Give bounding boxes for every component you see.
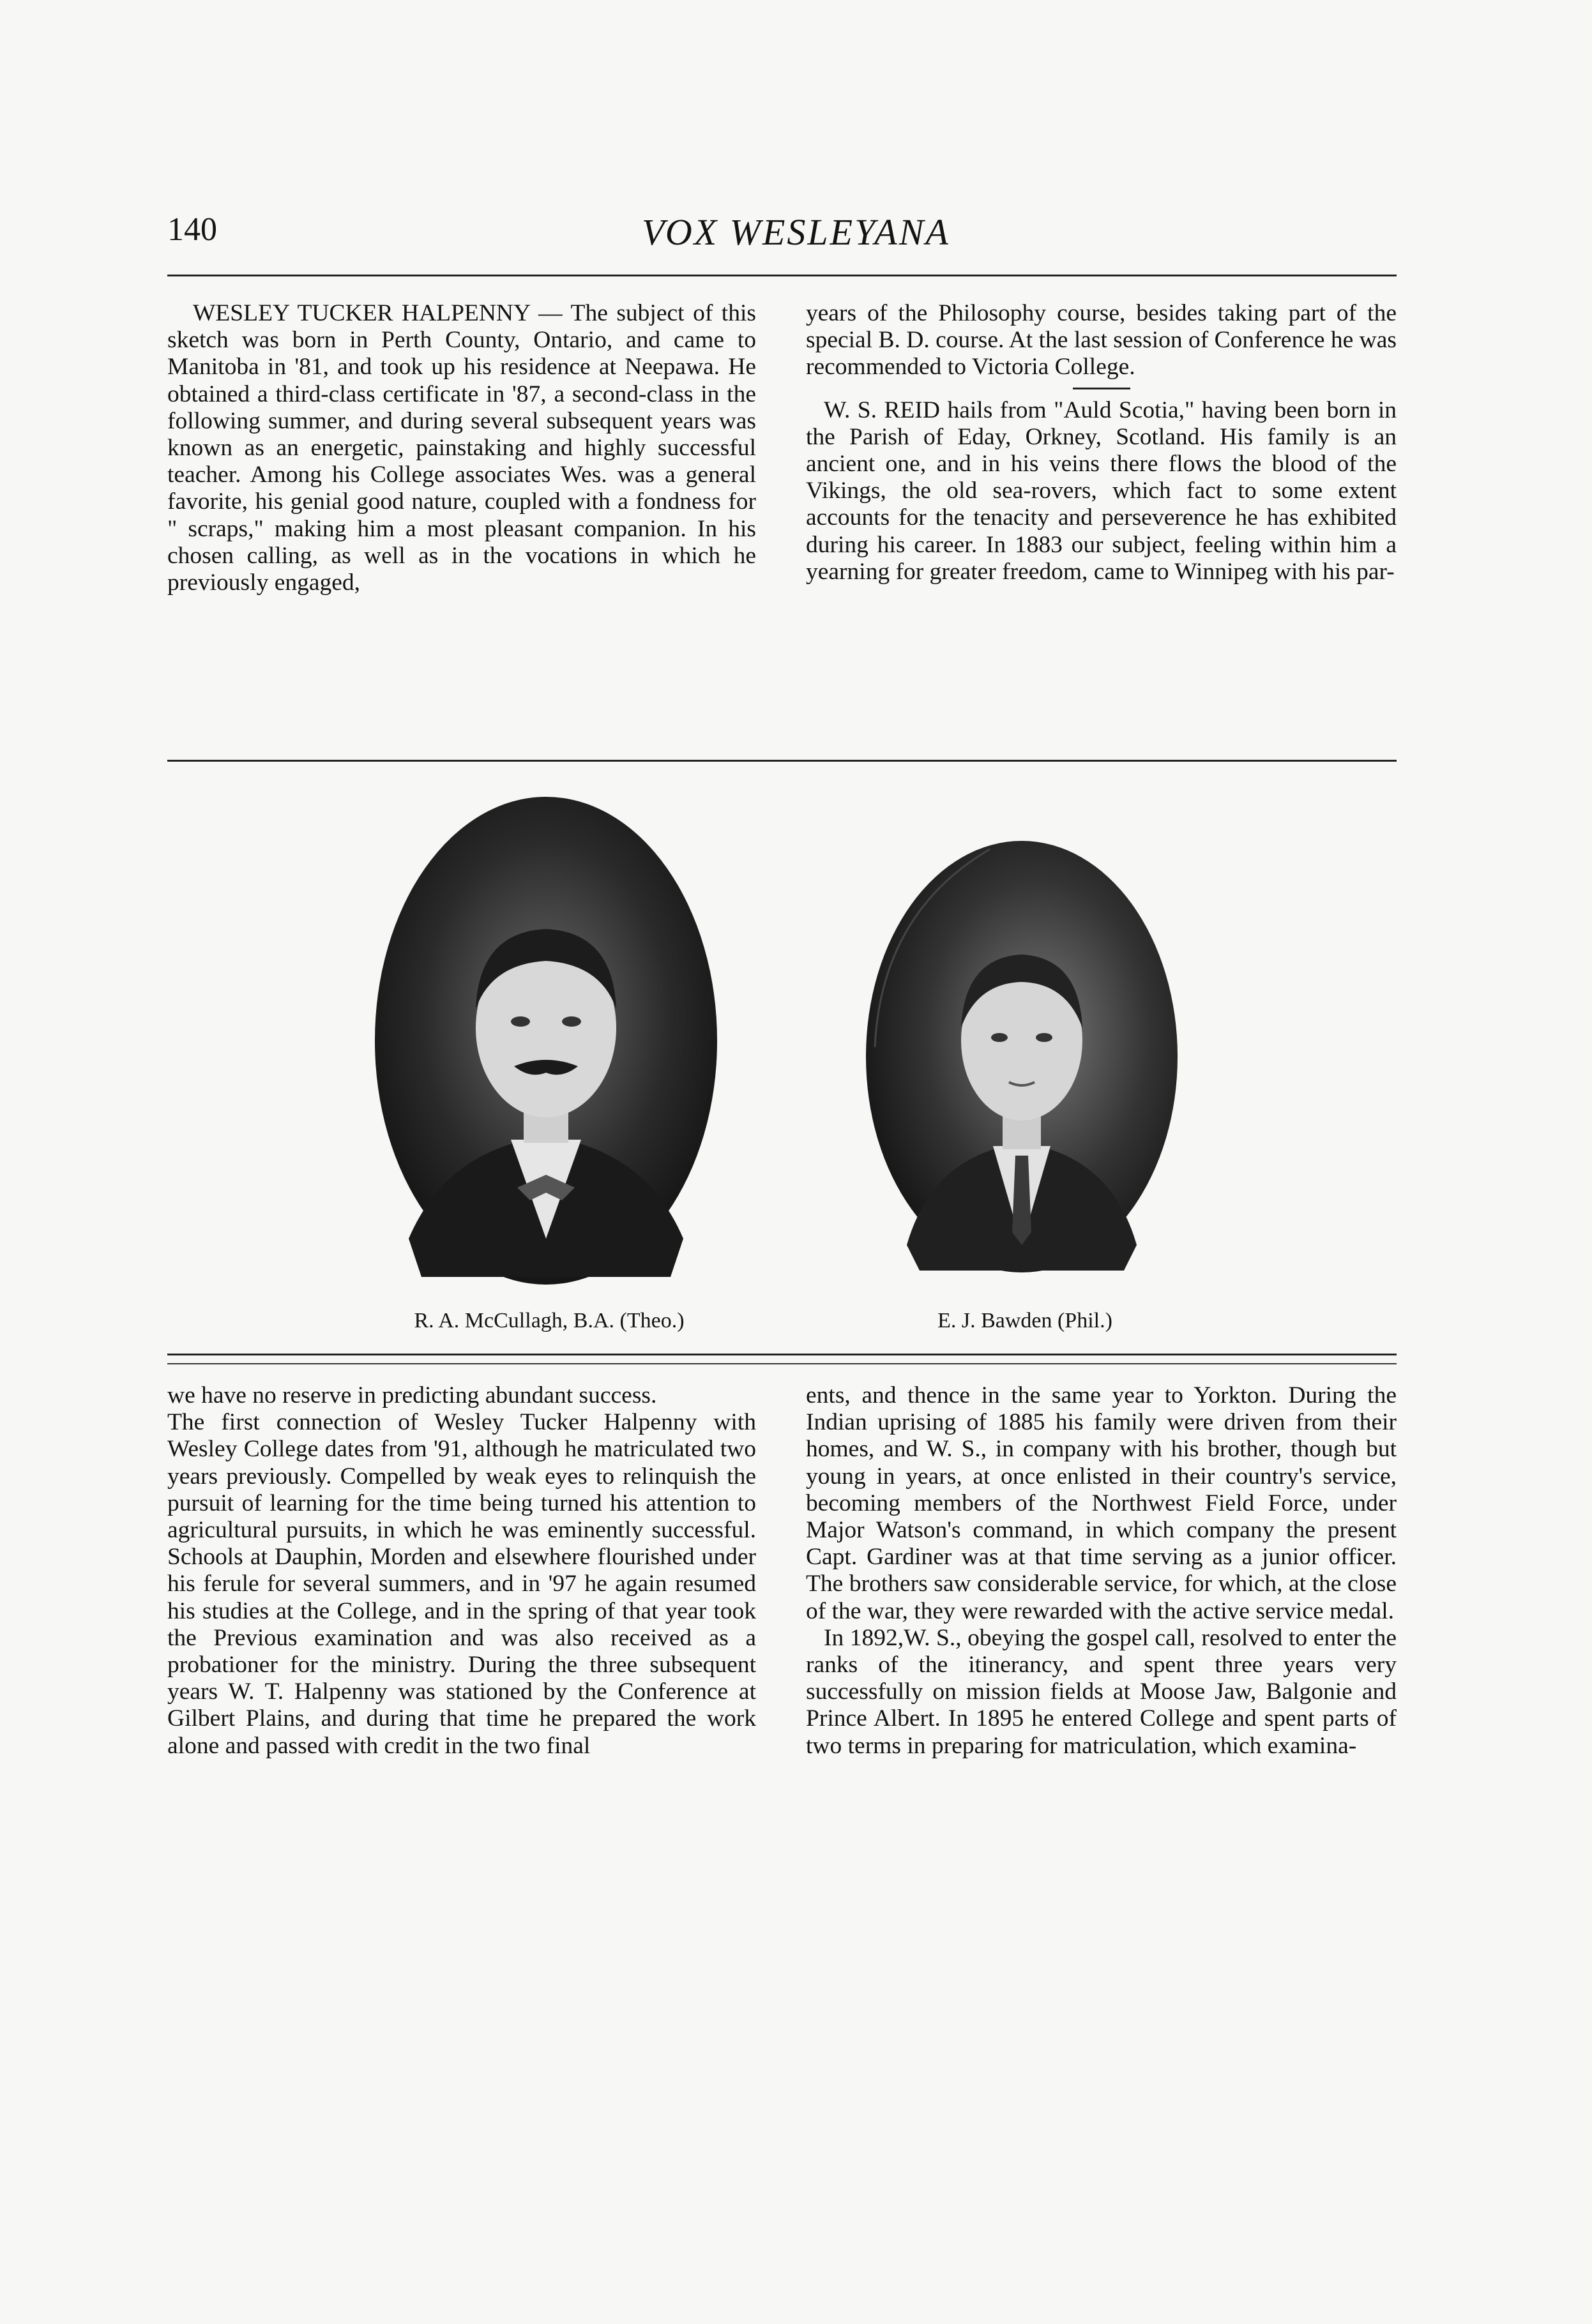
top-right-column	[806, 300, 1397, 585]
header-rule	[167, 275, 1397, 276]
halpenny-closing: we have no reserve in predicting abundant success.	[167, 1382, 657, 1408]
reid-ministry-text: In 1892,W. S., obeying the gospel call, resolved to enter the ranks of the itinerancy, and spent three years very successfully on mission fields at Moose Jaw, Balgonie and Prince Albert. In 1895 he entered College and spent parts of two terms in preparing for matriculation, which examina-	[806, 1624, 1397, 1759]
bottom-right-column	[806, 1382, 1397, 1760]
caption-bawden: E. J. Bawden (Phil.)	[937, 1309, 1112, 1332]
bottom-left-column	[167, 1382, 756, 1760]
portrait-mccullagh	[370, 792, 722, 1290]
section-divider	[1073, 388, 1130, 389]
page-number: 140	[167, 211, 217, 248]
photo-bottom-rule-2	[167, 1363, 1397, 1364]
photo-bottom-rule	[167, 1354, 1397, 1355]
portrait-bawden	[862, 836, 1181, 1277]
reid-continuation: ents, and thence in the same year to Yorkton. During the Indian uprising of 1885 his family were driven from their homes, and W. S., in company with his brother, though but young in years, at once enlisted in their country's service, becoming members of the Northwest Field Force, under Major Watson's command, in which company the present Capt. Gardiner was at that time serving as a junior officer. The brothers saw considerable service, for which, at the close of the war, they were rewarded with the active service medal.	[806, 1382, 1397, 1624]
reid-sketch-text: W. S. REID hails from "Auld Scotia," having been born in the Parish of Eday, Orkney, Scotland. His family is an ancient one, and in his veins there flows the blood of the Vikings, the old sea-rovers, which fact to some extent accounts for the tenacity and perseverence he has exhibited during his career. In 1883 our subject, feeling within him a yearning for greater freedom, came to Winnipeg with his par-	[806, 396, 1397, 585]
top-left-column	[167, 300, 756, 596]
halpenny-continuation: years of the Philosophy course, besides taking part of the special B. D. course. At the last session of Conference he was recommended to Victoria College.	[806, 300, 1397, 381]
photo-top-rule	[167, 760, 1397, 762]
halpenny-college-text: The first connection of Wesley Tucker Halpenny with Wesley College dates from '91, although he matriculated two years previously. Compelled by weak eyes to relinquish the pursuit of learning for the time being turned his attention to agricultural pursuits, in which he was eminently successful. Schools at Dauphin, Morden and elsewhere flourished under his ferule for several summers, and in '97 he again resumed his studies at the College, and in the spring of that year took the Previous examination and was also received as a probationer for the ministry. During the three subsequent years W. T. Halpenny was stationed by the Conference at Gilbert Plains, and during that time he prepared the work alone and passed with credit in the two final	[167, 1409, 756, 1759]
caption-mccullagh: R. A. McCullagh, B.A. (Theo.)	[414, 1309, 685, 1332]
halpenny-sketch-text: The subject of this sketch was born in Perth County, Ontario, and came to Manitoba in '81, and took up his residence at Neepawa. He obtained a third-class certificate in '87, a second-class in the following summer, and during several subsequent years was known as an energetic, painstaking and highly successful teacher. Among his College associates Wes. was a general favorite, his genial good nature, coupled with a fondness for " scraps," making him a most pleasant companion. In his chosen calling, as well as in the vocations in which he previously engaged,	[167, 300, 756, 596]
halpenny-heading: WESLEY TUCKER HALPENNY —	[193, 300, 563, 326]
running-title: VOX WESLEYANA	[642, 211, 950, 253]
